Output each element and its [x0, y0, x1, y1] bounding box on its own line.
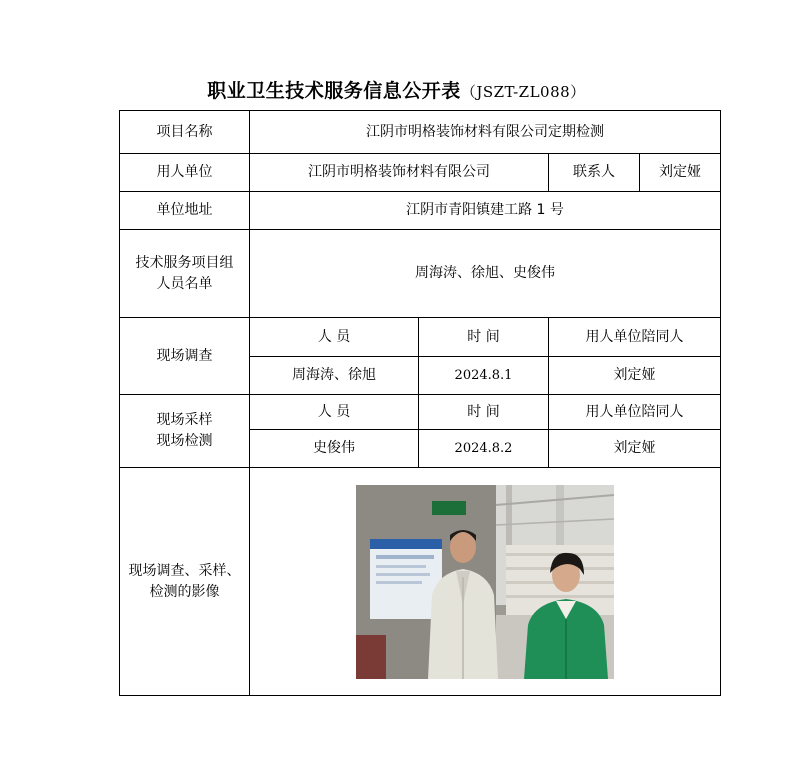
survey-label: 现场调查	[120, 318, 250, 395]
sampling-label-line1: 现场采样	[156, 412, 213, 428]
survey-escort: 刘定娅	[549, 357, 721, 395]
contact-label: 联系人	[549, 154, 640, 192]
sampling-date: 2024.8.2	[419, 430, 549, 468]
row-survey-header	[120, 318, 721, 357]
row-employer	[120, 154, 721, 192]
document-title	[0, 76, 793, 103]
row-sampling-header	[120, 395, 721, 430]
row-project-name	[120, 111, 721, 154]
sampling-col-time: 时 间	[419, 395, 549, 430]
survey-col-person: 人 员	[250, 318, 419, 357]
row-address	[120, 192, 721, 230]
project-name-label: 项目名称	[120, 111, 250, 154]
team-label-line1: 技术服务项目组	[135, 254, 234, 271]
survey-person: 周海涛、徐旭	[250, 357, 419, 395]
project-name-value: 江阴市明格装饰材料有限公司定期检测	[250, 111, 721, 154]
survey-date: 2024.8.1	[419, 357, 549, 395]
row-photo	[120, 468, 721, 696]
photo-label-line1: 现场调查、采样、	[128, 562, 241, 579]
photo-label-line2: 检测的影像	[149, 583, 220, 600]
sampling-col-person: 人 员	[250, 395, 419, 430]
sampling-person: 史俊伟	[250, 430, 419, 468]
photo-label	[120, 468, 250, 696]
employer-value: 江阴市明格装饰材料有限公司	[250, 154, 549, 192]
sampling-col-escort: 用人单位陪同人	[549, 395, 721, 430]
survey-col-time: 时 间	[419, 318, 549, 357]
survey-col-escort: 用人单位陪同人	[549, 318, 721, 357]
site-photo-illustration	[356, 485, 614, 679]
row-team	[120, 230, 721, 318]
photo-cell	[250, 468, 721, 696]
site-photo	[356, 485, 614, 679]
sampling-label-line2: 现场检测	[156, 433, 213, 449]
address-label: 单位地址	[120, 192, 250, 230]
employer-label: 用人单位	[120, 154, 250, 192]
sampling-escort: 刘定娅	[549, 430, 721, 468]
address-value: 江阴市青阳镇建工路 1 号	[250, 192, 721, 230]
team-label	[120, 230, 250, 318]
title-text: 职业卫生技术服务信息公开表	[207, 80, 461, 102]
info-table	[119, 110, 721, 696]
team-label-line2: 人员名单	[156, 275, 213, 292]
sampling-label	[120, 395, 250, 468]
document-code: （JSZT-ZL088）	[460, 83, 586, 101]
contact-value: 刘定娅	[640, 154, 721, 192]
team-members-value: 周海涛、徐旭、史俊伟	[250, 230, 721, 318]
